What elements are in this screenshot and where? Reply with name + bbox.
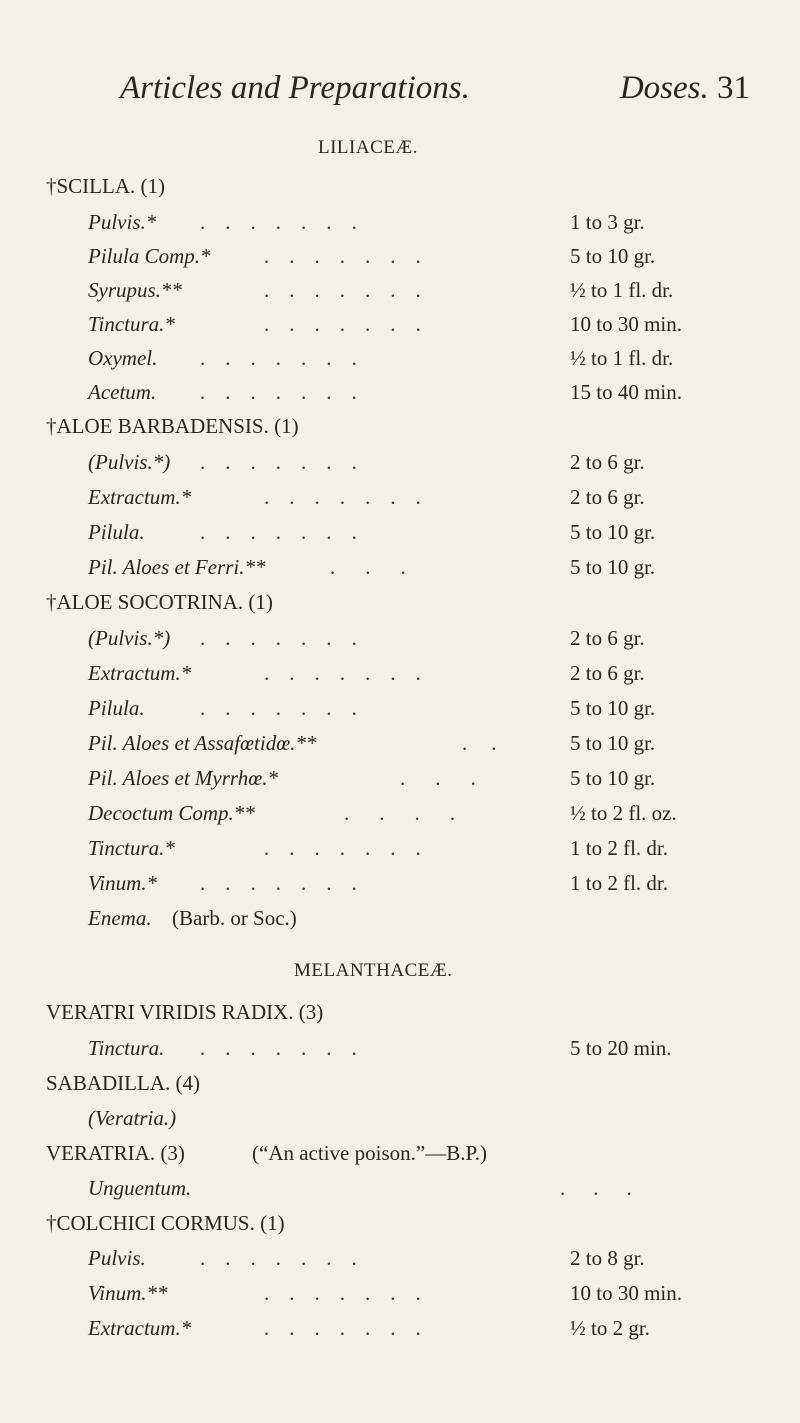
entry-row [0, 1036, 800, 1070]
leader-dots: ....... [200, 1036, 377, 1060]
entry-dose: ½ to 2 gr. [570, 1316, 650, 1340]
entry-row [0, 485, 800, 519]
entry-dose: 2 to 6 gr. [570, 661, 645, 685]
entry-dose: 10 to 30 min. [570, 1281, 683, 1305]
entry-row [0, 626, 800, 660]
entry-row [0, 520, 800, 554]
entry-dose: 1 to 3 gr. [570, 210, 645, 234]
header-doses [620, 70, 750, 107]
entry-row [0, 244, 800, 278]
entry-row [0, 590, 800, 624]
entry-label: Pulvis.* [88, 210, 157, 234]
entry-dose: 15 to 40 min. [570, 380, 683, 404]
entry-row [0, 555, 800, 589]
leader-dots: ....... [264, 836, 441, 860]
entry-label: Pilula Comp.* [88, 244, 211, 268]
leader-dots: ....... [200, 1246, 377, 1270]
entry-row [0, 696, 800, 730]
leader-dots: ....... [264, 661, 441, 685]
entry-dose: 5 to 10 gr. [570, 731, 656, 755]
entry-label: Pulvis. [88, 1246, 146, 1270]
entry-label: †ALOE SOCOTRINA. (1) [46, 590, 273, 614]
entry-label: (Pulvis.*) [88, 626, 171, 650]
leader-dots: ....... [200, 346, 377, 370]
section-heading-melanthaceae: MELANTHACEÆ. [294, 960, 453, 981]
entry-dose: 5 to 10 gr. [570, 696, 656, 720]
leader-dots: .... [344, 801, 485, 825]
entry-row [0, 836, 800, 870]
leader-dots: ....... [200, 871, 377, 895]
entry-label: (Pulvis.*) [88, 450, 171, 474]
entry-dose: 1 to 2 fl. dr. [570, 836, 668, 860]
leader-dots: ....... [200, 520, 377, 544]
entry-label: Decoctum Comp.** [88, 801, 255, 825]
entry-dose: 5 to 10 gr. [570, 244, 656, 268]
entry-dose: 2 to 8 gr. [570, 1246, 645, 1270]
section-heading-liliaceae: LILIACEÆ. [318, 137, 419, 158]
entry-label: Extractum.* [88, 1316, 192, 1340]
header-doses-label: Doses. [619, 70, 709, 106]
entry-label: Unguentum. [88, 1176, 192, 1200]
entry-label-extra: (Barb. or Soc.) [172, 906, 297, 930]
entry-label: Extractum.* [88, 661, 192, 685]
entry-row [0, 1141, 800, 1175]
leader-dots: ....... [264, 485, 441, 509]
entry-label: (Veratria.) [88, 1106, 177, 1130]
entry-dose: 2 to 6 gr. [570, 626, 645, 650]
entry-label: †COLCHICI CORMUS. (1) [46, 1211, 285, 1235]
entry-label: VERATRIA. (3) [46, 1141, 185, 1165]
entry-label: Pilula. [88, 696, 145, 720]
entry-row [0, 661, 800, 695]
leader-dots: ....... [200, 210, 377, 234]
entry-dose: ½ to 2 fl. oz. [570, 801, 677, 825]
entry-dose: 5 to 10 gr. [570, 520, 656, 544]
entry-row [0, 906, 800, 940]
entry-label: Pilula. [88, 520, 145, 544]
leader-dots: ....... [200, 450, 377, 474]
leader-dots: ....... [264, 312, 441, 336]
entry-row [0, 210, 800, 244]
entry-row [0, 766, 800, 800]
entry-row [0, 312, 800, 346]
entry-row [0, 1246, 800, 1280]
leader-dots: ... [330, 555, 436, 579]
running-header [120, 70, 750, 110]
entry-row [0, 346, 800, 380]
entry-label: Enema. [88, 906, 152, 930]
entry-label: Pil. Aloes et Myrrhœ.* [88, 766, 278, 790]
entry-row [0, 278, 800, 312]
entry-dose: 2 to 6 gr. [570, 485, 645, 509]
entry-row [0, 731, 800, 765]
leader-dots: ....... [264, 1316, 441, 1340]
entry-dose: 2 to 6 gr. [570, 450, 645, 474]
entry-row [0, 1176, 800, 1210]
entry-label: Extractum.* [88, 485, 192, 509]
entry-dose: 5 to 10 gr. [570, 766, 656, 790]
entry-label: Tinctura.* [88, 836, 175, 860]
entry-row [0, 1211, 800, 1245]
entry-label: Tinctura.* [88, 312, 175, 336]
entry-label: VERATRI VIRIDIS RADIX. (3) [46, 1000, 324, 1024]
leader-dots: ... [560, 1176, 660, 1200]
entry-row [0, 414, 800, 448]
entry-label: †ALOE BARBADENSIS. (1) [46, 414, 299, 438]
entry-row [0, 1281, 800, 1315]
leader-dots: ....... [200, 696, 377, 720]
entry-label: Pil. Aloes et Ferri.** [88, 555, 266, 579]
entry-label: SABADILLA. (4) [46, 1071, 200, 1095]
entry-row [0, 174, 800, 208]
entry-label: Pil. Aloes et Assafœtidœ.** [88, 731, 317, 755]
entry-row [0, 380, 800, 414]
entry-row [0, 1071, 800, 1105]
leader-dots: ... [400, 766, 506, 790]
header-articles: Articles and Preparations. [120, 70, 470, 106]
entry-dose: 5 to 20 min. [570, 1036, 672, 1060]
entry-label: Vinum.* [88, 871, 158, 895]
entry-dose: 1 to 2 fl. dr. [570, 871, 668, 895]
entry-dose: 10 to 30 min. [570, 312, 683, 336]
entry-dose: 5 to 10 gr. [570, 555, 656, 579]
entry-row [0, 450, 800, 484]
entry-label: †SCILLA. (1) [46, 174, 165, 198]
entry-label: Acetum. [88, 380, 157, 404]
entry-dose: ½ to 1 fl. dr. [570, 278, 674, 302]
entry-label: Oxymel. [88, 346, 158, 370]
leader-dots: ....... [200, 380, 377, 404]
entry-dose: ½ to 1 fl. dr. [570, 346, 674, 370]
entry-label-extra: (“An active poison.”—B.P.) [252, 1141, 488, 1165]
leader-dots: ....... [264, 244, 441, 268]
entry-row [0, 1316, 800, 1350]
leader-dots: .. [462, 731, 521, 755]
entry-row [0, 1106, 800, 1140]
leader-dots: ....... [200, 626, 377, 650]
page-number: 31 [717, 70, 750, 106]
entry-row [0, 871, 800, 905]
entry-row [0, 801, 800, 835]
leader-dots: ....... [264, 1281, 441, 1305]
leader-dots: ....... [264, 278, 441, 302]
entry-row [0, 1000, 800, 1034]
entry-label: Syrupus.** [88, 278, 182, 302]
entry-label: Tinctura. [88, 1036, 165, 1060]
entry-label: Vinum.** [88, 1281, 168, 1305]
